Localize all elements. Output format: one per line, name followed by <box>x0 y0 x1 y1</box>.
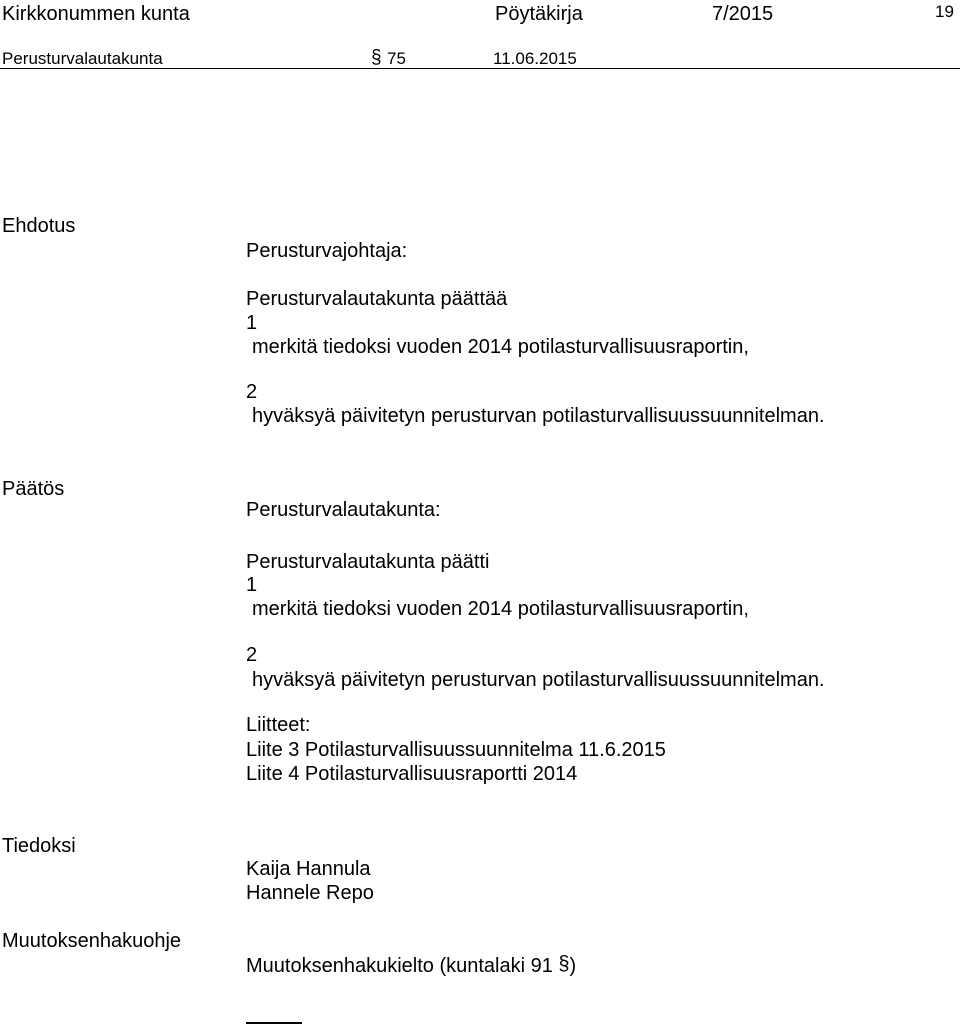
appeal-label: Muutoksenhakuohje <box>2 930 182 952</box>
decision-item2-number: 2 <box>246 644 258 666</box>
attachment-item: Liite 4 Potilasturvallisuusraportti 2014 <box>246 763 578 785</box>
proposal-item2-number: 2 <box>246 381 258 403</box>
decision-item1-number: 1 <box>246 574 258 596</box>
municipality-name: Kirkkonummen kunta <box>2 3 190 25</box>
document-number: 7/2015 <box>712 3 774 25</box>
proposal-intro: Perusturvalautakunta päättää <box>246 288 508 310</box>
decision-item1-text: merkitä tiedoksi vuoden 2014 potilasturvallisuusraportin, <box>252 598 749 620</box>
info-recipient: Hannele Repo <box>246 882 374 904</box>
meeting-date: 11.06.2015 <box>493 49 577 68</box>
proposal-item1-number: 1 <box>246 312 258 334</box>
decision-presenter: Perusturvalautakunta: <box>246 499 441 521</box>
proposal-label: Ehdotus <box>2 215 76 237</box>
decision-intro: Perusturvalautakunta päätti <box>246 551 490 573</box>
section-number: 75 <box>387 49 406 68</box>
decision-item2-text: hyväksyä päivitetyn perusturvan potilasturvallisuussuunnitelman. <box>252 669 825 691</box>
appeal-text <box>246 953 577 977</box>
document-type: Pöytäkirja <box>495 3 583 25</box>
attachments-label: Liitteet: <box>246 714 311 736</box>
proposal-item1-text: merkitä tiedoksi vuoden 2014 potilasturvallisuusraportin, <box>252 336 749 358</box>
proposal-item2-text: hyväksyä päivitetyn perusturvan potilasturvallisuussuunnitelman. <box>252 405 825 427</box>
appeal-text-after: ) <box>569 955 577 977</box>
attachment-item: Liite 3 Potilasturvallisuussuunnitelma 11.6.2015 <box>246 739 666 761</box>
page-number: 19 <box>935 2 954 21</box>
footer-rule <box>246 1022 302 1024</box>
board-name: Perusturvalautakunta <box>2 49 163 68</box>
section-symbol: § <box>371 47 382 68</box>
header-divider <box>0 68 960 69</box>
decision-label: Päätös <box>2 478 65 500</box>
proposal-presenter: Perusturvajohtaja: <box>246 240 408 262</box>
info-label: Tiedoksi <box>2 835 76 857</box>
appeal-section-symbol: § <box>558 953 570 975</box>
info-recipient: Kaija Hannula <box>246 858 371 880</box>
appeal-text-before: Muutoksenhakukielto (kuntalaki 91 <box>246 955 559 977</box>
